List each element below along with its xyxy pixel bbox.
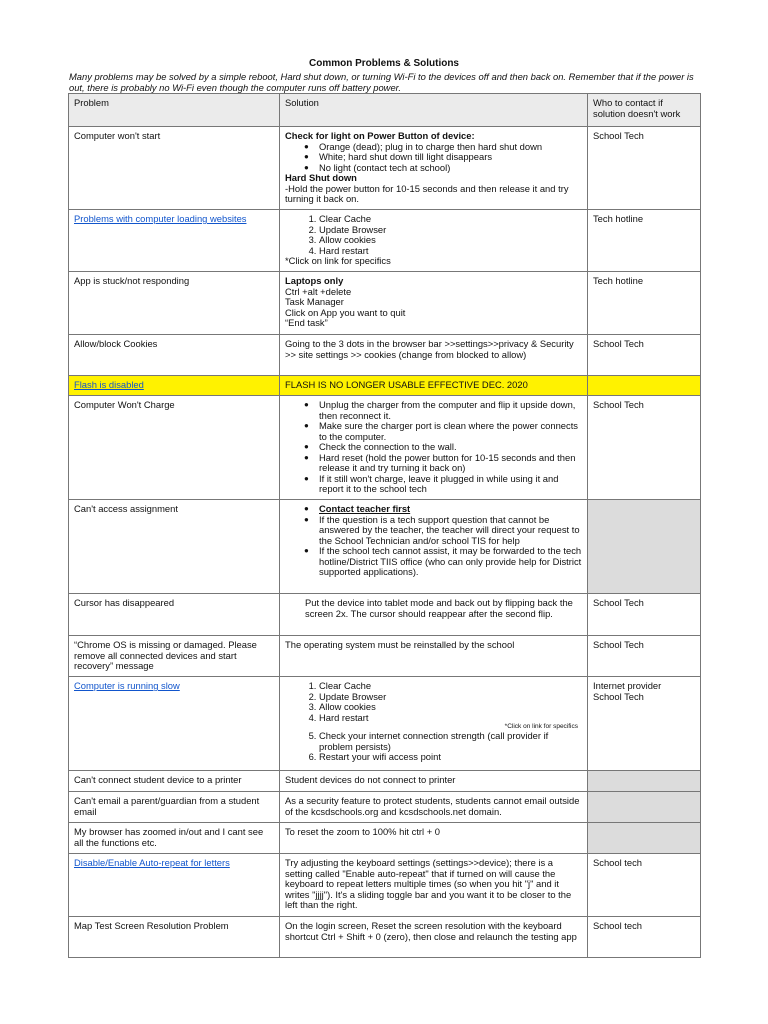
solution-cell: As a security feature to protect students, students cannot email outside of the kcsdschools.org and kcsdschools.net domain.: [280, 792, 588, 823]
contact-cell: Tech hotline: [588, 272, 701, 335]
problem-cell: Can't access assignment: [69, 500, 280, 594]
solution-cell: [280, 594, 588, 636]
list-item: 1. Clear Cache: [319, 681, 582, 692]
table-row: [69, 854, 701, 917]
contact-cell: School Tech: [588, 396, 701, 500]
contact-cell: [588, 677, 701, 771]
list-item: ● Orange (dead); plug in to charge then hard shut down: [319, 142, 582, 153]
table-row: [69, 771, 701, 792]
list-item: 2. Update Browser: [319, 225, 582, 236]
table-row: [69, 272, 701, 335]
table-row: [69, 594, 701, 636]
solution-steps: [285, 214, 582, 256]
list-item: 5. Check your internet connection strength (call provider if problem persists): [319, 731, 582, 752]
solution-cell: [280, 210, 588, 272]
contact-cell: School tech: [588, 854, 701, 917]
solution-cell: [280, 127, 588, 210]
contact-cell: Tech hotline: [588, 210, 701, 272]
list-item: 1. Clear Cache: [319, 214, 582, 225]
solution-line: Task Manager: [285, 296, 344, 307]
list-item: ● No light (contact tech at school): [319, 163, 582, 174]
list-item: 4. Hard restart: [319, 713, 582, 724]
list-item: ● Unplug the charger from the computer and flip it upside down, then reconnect it.: [319, 400, 582, 421]
problem-cell: Can't email a parent/guardian from a student email: [69, 792, 280, 823]
solution-cell: FLASH IS NO LONGER USABLE EFFECTIVE DEC. 2020: [280, 376, 588, 396]
intro-text: Many problems may be solved by a simple reboot, Hard shut down, or turning Wi-Fi to the devices off and then back on. Remember that if the power is out, there is probably no Wi-Fi even though the computer runs off battery power.: [69, 71, 694, 93]
list-item: ● If the school tech cannot assist, it may be forwarded to the tech hotline/District TIIS office (who can only provide help for District supported applications).: [319, 546, 582, 578]
table-row: [69, 917, 701, 958]
problem-cell: [69, 677, 280, 771]
contact-cell: School tech: [588, 917, 701, 958]
solution-cell: Going to the 3 dots in the browser bar >>settings>>privacy & Security >> site settings >> cookies (change from blocked to allow): [280, 335, 588, 376]
contact-cell: [588, 823, 701, 854]
solution-heading: Check for light on Power Button of device:: [285, 130, 475, 141]
solution-text: Put the device into tablet mode and back out by flipping back the screen 2x. The cursor should reappear after the second flip.: [305, 597, 573, 619]
header-contact: Who to contact if solution doesn't work: [588, 94, 701, 127]
page-title: Common Problems & Solutions: [308, 58, 459, 69]
problem-cell: App is stuck/not responding: [69, 272, 280, 335]
solution-cell: Student devices do not connect to printer: [280, 771, 588, 792]
problem-cell: “Chrome OS is missing or damaged. Please remove all connected devices and start recovery” message: [69, 636, 280, 677]
contact-cell: [588, 376, 701, 396]
problem-link[interactable]: Computer is running slow: [74, 680, 180, 691]
list-item: 3. Allow cookies: [319, 235, 582, 246]
solution-steps: [285, 731, 582, 763]
contact-cell: School Tech: [588, 127, 701, 210]
solution-bullets: [285, 142, 582, 174]
header-solution: Solution: [280, 94, 588, 127]
contact-line: Internet provider: [593, 680, 662, 691]
problem-cell: Computer won't start: [69, 127, 280, 210]
solution-cell: [280, 272, 588, 335]
table-row: [69, 500, 701, 594]
contact-cell: School Tech: [588, 335, 701, 376]
table-row: [69, 210, 701, 272]
solution-line: “End task”: [285, 317, 328, 328]
problem-cell: [69, 854, 280, 917]
problems-table: [68, 93, 701, 958]
list-item: ● If the question is a tech support question that cannot be answered by the teacher, the teacher will direct your request to the School Technician and/or school TIS for help: [319, 515, 582, 547]
contact-cell: School Tech: [588, 636, 701, 677]
problem-cell: [69, 210, 280, 272]
problem-link[interactable]: Flash is disabled: [74, 379, 144, 390]
contact-line: School Tech: [593, 690, 644, 702]
solution-heading: Hard Shut down: [285, 172, 357, 183]
solution-bullets: [285, 400, 582, 495]
table-row: [69, 677, 701, 771]
solution-cell: [280, 677, 588, 771]
table-row: [69, 396, 701, 500]
solution-cell: To reset the zoom to 100% hit ctrl + 0: [280, 823, 588, 854]
contact-cell: [588, 500, 701, 594]
solution-cell: On the login screen, Reset the screen resolution with the keyboard shortcut Ctrl + Shift + 0 (zero), then close and relaunch the testing app: [280, 917, 588, 958]
contact-cell: [588, 792, 701, 823]
solution-note: *Click on link for specifics: [504, 723, 578, 730]
header-problem: Problem: [69, 94, 280, 127]
problem-cell: My browser has zoomed in/out and I cant see all the functions etc.: [69, 823, 280, 854]
contact-cell: [588, 771, 701, 792]
list-item: 4. Hard restart: [319, 246, 582, 257]
table-row: [69, 636, 701, 677]
problem-link[interactable]: Disable/Enable Auto-repeat for letters: [74, 857, 230, 868]
list-item: ● Hard reset (hold the power button for 10-15 seconds and then release it and try turning it back on): [319, 453, 582, 474]
problem-cell: [69, 376, 280, 396]
problem-link[interactable]: Problems with computer loading websites: [74, 213, 247, 224]
contact-cell: School Tech: [588, 594, 701, 636]
solution-text: -Hold the power button for 10-15 seconds and then release it and try turning it back on.: [285, 182, 569, 204]
solution-note: *Click on link for specifics: [285, 255, 391, 266]
solution-cell: [280, 396, 588, 500]
table-row: [69, 823, 701, 854]
table-row: [69, 335, 701, 376]
solution-cell: The operating system must be reinstalled by the school: [280, 636, 588, 677]
list-item: ● Check the connection to the wall.: [319, 442, 582, 453]
solution-heading: Laptops only: [285, 275, 344, 286]
list-item: ● Contact teacher first: [319, 504, 582, 515]
table-row: [69, 127, 701, 210]
problem-cell: Can't connect student device to a printer: [69, 771, 280, 792]
table-row: [69, 376, 701, 396]
solution-line: Click on App you want to quit: [285, 306, 406, 318]
solution-bullets: [285, 504, 582, 578]
solution-line: Ctrl +alt +delete: [285, 285, 352, 297]
problem-cell: Allow/block Cookies: [69, 335, 280, 376]
list-item: 2. Update Browser: [319, 692, 582, 703]
problem-cell: Cursor has disappeared: [69, 594, 280, 636]
list-item: ● If it still won't charge, leave it plugged in while using it and report it to the school tech: [319, 474, 582, 495]
solution-steps: [285, 681, 582, 723]
list-item: ● Make sure the charger port is clean where the power connects to the computer.: [319, 421, 582, 442]
table-row: [69, 792, 701, 823]
problem-cell: Map Test Screen Resolution Problem: [69, 917, 280, 958]
list-item: 6. Restart your wifi access point: [319, 752, 582, 763]
table-header-row: [69, 94, 701, 127]
list-item: 3. Allow cookies: [319, 702, 582, 713]
solution-cell: [280, 500, 588, 594]
list-item: ● White; hard shut down till light disappears: [319, 152, 582, 163]
solution-cell: Try adjusting the keyboard settings (settings>>device); there is a setting called "Enable auto-repeat" that if turned on will cause the keyboard to repeat letters multiple times (so when you hit "j" and it writes "jjjj"). It's a sliding toggle bar and you want it to be closer to the left than the right.: [280, 854, 588, 917]
problem-cell: Computer Won't Charge: [69, 396, 280, 500]
